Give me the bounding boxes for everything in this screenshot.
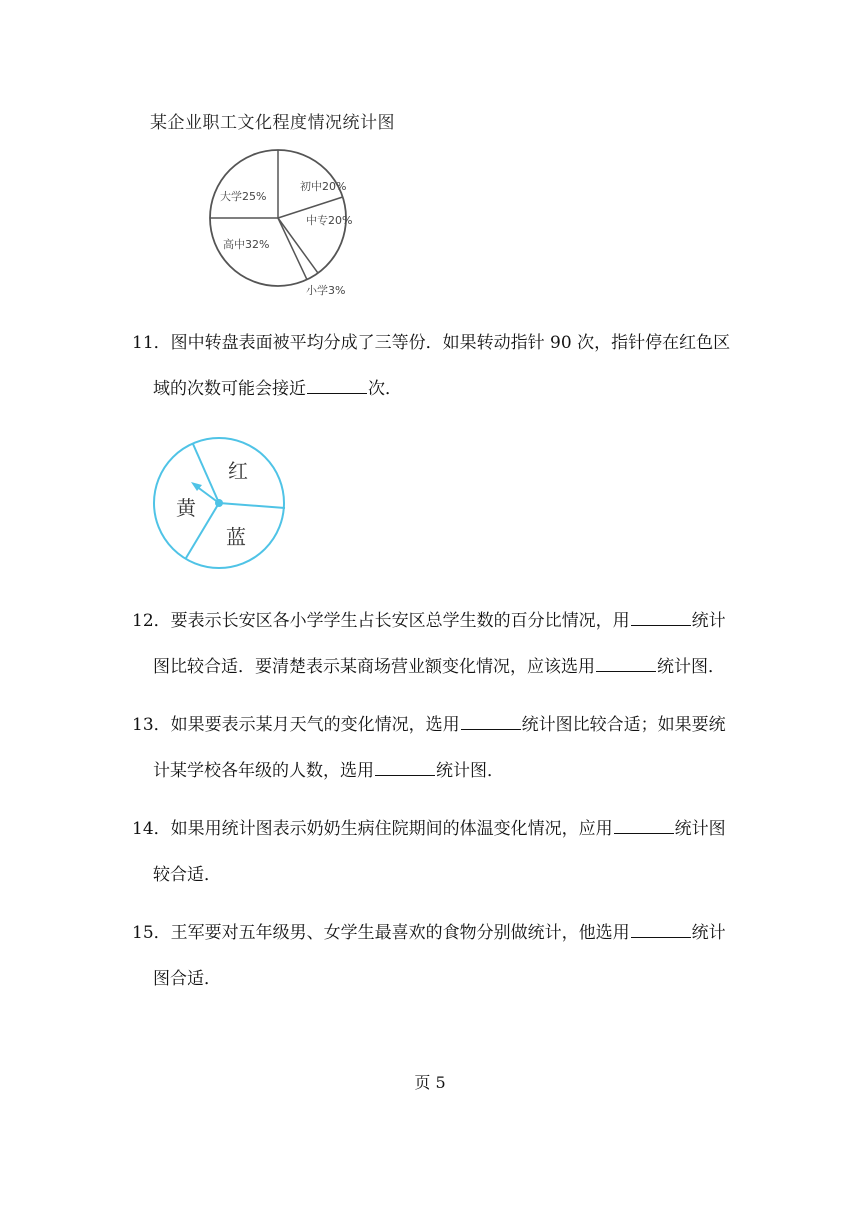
page-footer: 页 5 [414, 1073, 446, 1092]
question-15 [132, 910, 732, 1002]
answer-blank[interactable] [307, 379, 367, 394]
spinner-label-red: 红 [228, 459, 248, 483]
question-13 [132, 702, 732, 794]
pie-slice-divider [278, 218, 307, 280]
pie-slice-label: 初中20% [300, 180, 347, 193]
question-text: 图中转盘表面被平均分成了三等份．如果转动指针 90 次，指针停在红色区 [170, 333, 731, 353]
question-number: 11． [132, 333, 171, 353]
answer-blank[interactable] [631, 923, 691, 938]
question-text: 图合适． [153, 969, 221, 989]
question-text: 统计 [691, 611, 726, 631]
spinner-diagram [146, 436, 292, 570]
question-text: 统计图比较合适；如果要统 [521, 715, 726, 735]
pie-slice-label: 高中32% [223, 238, 270, 251]
answer-blank[interactable] [596, 657, 656, 672]
pie-slice-label: 中专20% [306, 214, 353, 227]
question-number: 15． [132, 923, 171, 943]
question-text: 王军要对五年级男、女学生最喜欢的食物分别做统计，他选用 [170, 923, 630, 943]
pie-chart-title: 某企业职工文化程度情况统计图 [150, 113, 395, 133]
spinner-label-yellow: 黄 [176, 496, 196, 520]
question-number: 14． [132, 819, 171, 839]
pie-slice-label: 小学3% [306, 284, 346, 297]
spinner-divider [219, 503, 285, 508]
question-text: 如果用统计图表示奶奶生病住院期间的体温变化情况，应用 [170, 819, 613, 839]
question-text: 统计图． [657, 657, 725, 677]
answer-blank[interactable] [631, 611, 691, 626]
question-text: 统计图 [674, 819, 726, 839]
question-text: 统计 [691, 923, 726, 943]
answer-blank[interactable] [461, 715, 521, 730]
spinner-center [215, 499, 223, 507]
question-number: 12． [132, 611, 171, 631]
question-text: 计某学校各年级的人数，选用 [153, 761, 374, 781]
question-12 [132, 598, 732, 690]
answer-blank[interactable] [614, 819, 674, 834]
question-text: 要表示长安区各小学学生占长安区总学生数的百分比情况，用 [170, 611, 630, 631]
pie-slice-label: 大学25% [220, 190, 267, 203]
question-number: 13． [132, 715, 171, 735]
question-text: 图比较合适．要清楚表示某商场营业额变化情况，应该选用 [153, 657, 595, 677]
education-pie-chart [198, 136, 358, 304]
question-14 [132, 806, 732, 898]
question-11 [132, 320, 732, 412]
question-text: 如果要表示某月天气的变化情况，选用 [170, 715, 460, 735]
question-text: 较合适． [153, 865, 221, 885]
question-text: 次． [368, 379, 402, 399]
question-text: 统计图． [436, 761, 504, 781]
answer-blank[interactable] [375, 761, 435, 776]
spinner-label-blue: 蓝 [226, 525, 246, 549]
question-text: 域的次数可能会接近 [153, 379, 306, 399]
